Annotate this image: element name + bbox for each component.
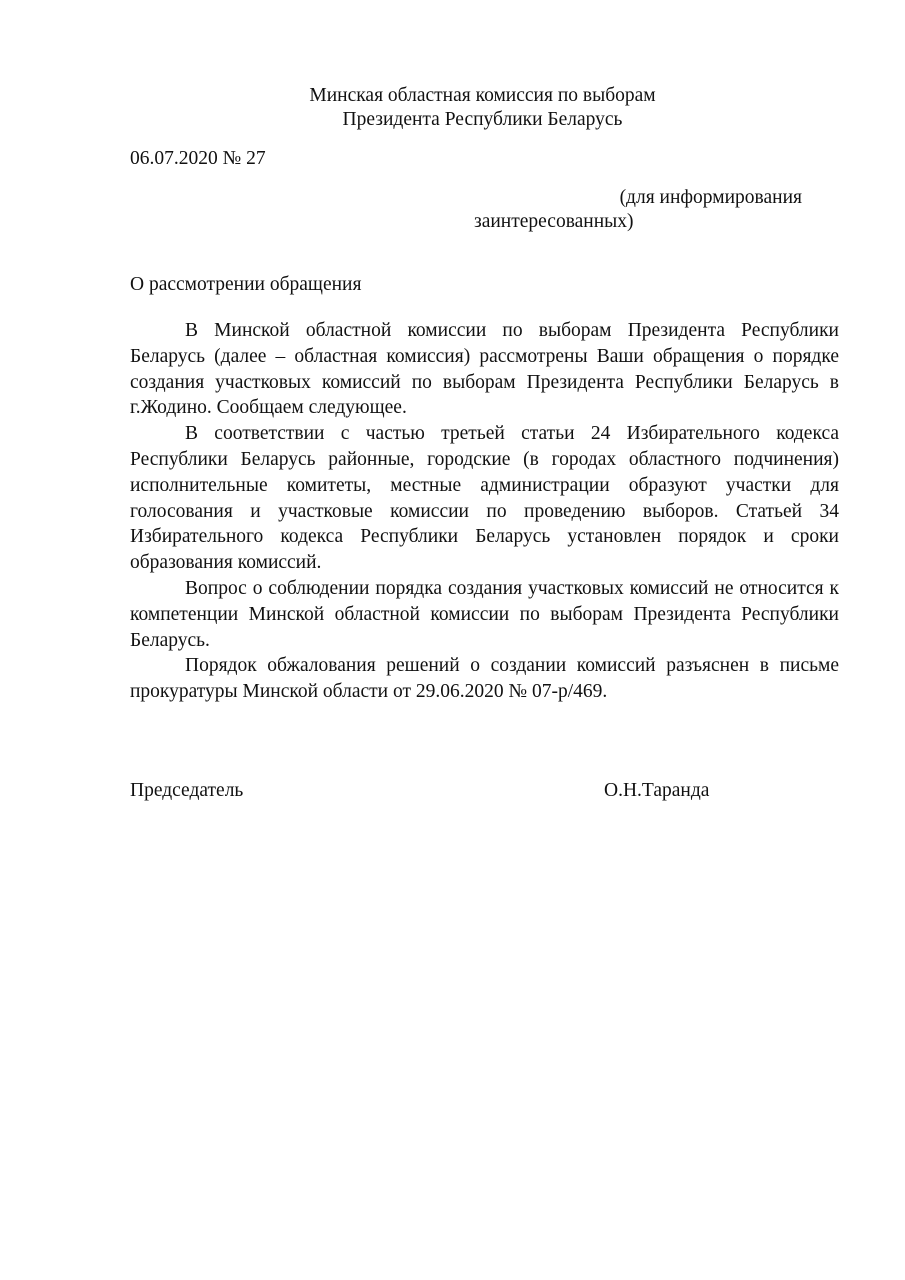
addressee-line-2: заинтересованных) xyxy=(474,211,634,232)
signatory-title: Председатель xyxy=(130,780,244,801)
header-line-1: Минская областная комиссия по выборам xyxy=(309,85,656,106)
body-paragraph-4: Порядок обжалования решений о создании комиссий разъяснен в письме прокуратуры Минской области от 29.06.2020 № 07-р/469. xyxy=(130,655,839,703)
signatory-name: О.Н.Таранда xyxy=(604,780,710,801)
addressee-line-1: (для информирования xyxy=(619,187,802,208)
letter-header xyxy=(0,84,905,132)
header-line-2: Президента Республики Беларусь xyxy=(342,109,623,130)
letter-body xyxy=(130,318,839,705)
body-paragraph-2: В соответствии с частью третьей статьи 24 Избирательного кодекса Республики Беларусь районные, городские (в городах областного подчинения) исполнительные комитеты, местные администрации образуют участки для голосования и участковые комиссии по проведению выборов. Статьей 34 Избирательного кодекса Республики Беларусь установлен порядок и сроки образования комиссий. xyxy=(130,423,839,574)
body-paragraph-1: В Минской областной комиссии по выборам Президента Республики Беларусь (далее – областная комиссия) рассмотрены Ваши обращения о порядке создания участковых комиссий по выборам Президента Республики Беларусь в г.Жодино. Сообщаем следующее. xyxy=(130,320,839,419)
addressee-block xyxy=(474,186,802,234)
letter-subject: О рассмотрении обращения xyxy=(130,274,362,295)
date-and-number: 06.07.2020 № 27 xyxy=(130,148,266,169)
body-paragraph-3: Вопрос о соблюдении порядка создания участковых комиссий не относится к компетенции Минской областной комиссии по выборам Президента Республики Беларусь. xyxy=(130,577,839,651)
